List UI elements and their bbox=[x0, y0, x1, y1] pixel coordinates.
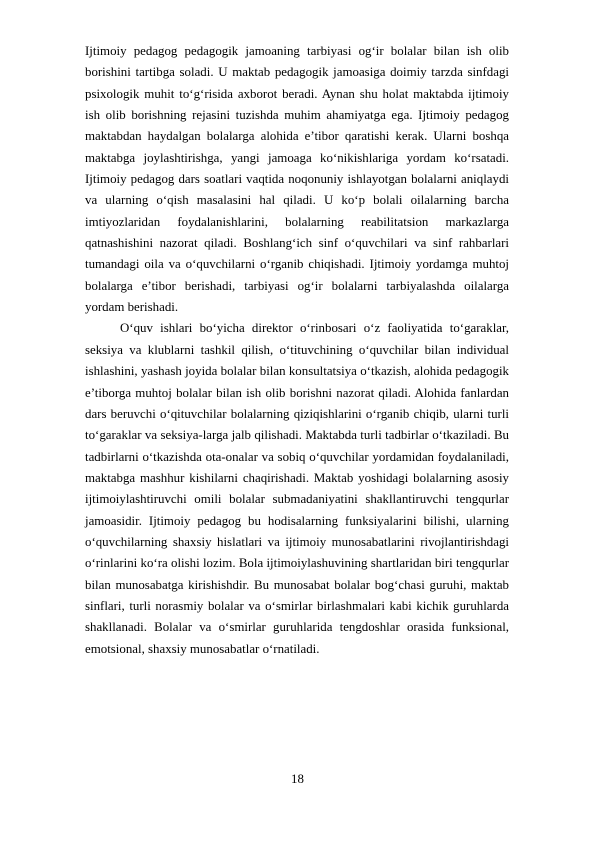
paragraph-2: O‘quv ishlari bo‘yicha direktor o‘rinbosari o‘z faoliyatida to‘garaklar, seksiya va klublarni tashkil qilish, o‘tituvchining o‘quvchilar bilan individual ishlashini, yashash joyida bolalar bilan konsultatsiya o‘tkazish, alohida pedagogik e’tiborga muhtoj bolalar bilan ish olib borishni nazorat qiladi. Alohida fanlardan dars beruvchi o‘qituvchilar bolalarning qiziqishlarini o‘rganib chiqib, ularni turli to‘garaklar va seksiya-larga jalb qilishadi. Maktabda turli tadbirlar o‘tkaziladi. Bu tadbirlarni o‘tkazishda ota-onalar va sobiq o‘quvchilar yordamidan foydalaniladi, maktabga mashhur kishilarni chaqirishadi. Maktab yoshidagi bolalarning asosiy ijtimoiylashtiruvchi omili bolalar submadaniyatini shakllantiruvchi tengqurlar jamoasidir. Ijtimoiy pedagog bu hodisalarning funksiyalarini bilishi, ularning o‘quvchilarning shaxsiy hislatlari va ijtimoiy munosabatlarini rivojlantirishdagi o‘rinlarini ko‘ra olishi lozim. Bola ijtimoiylashuvining shartlaridan biri tengqurlar bilan munosabatga kirishishdir. Bu munosabat bolalar bog‘chasi guruhi, maktab sinflari, turli norasmiy bolalar va o‘smirlar birlashmalari kabi kichik guruhlarda shakllanadi. Bolalar va o‘smirlar guruhlarida tengdoshlar orasida funksional, emotsional, shaxsiy munosabatlar o‘rnatiladi. bbox=[85, 321, 509, 656]
body-text bbox=[85, 41, 509, 660]
page-number: 18 bbox=[291, 772, 304, 786]
paragraph-1: Ijtimoiy pedagog pedagogik jamoaning tarbiyasi og‘ir bolalar bilan ish olib borishini tartibga soladi. U maktab pedagogik jamoasiga doimiy tarzda sinfdagi psixologik muhit to‘g‘risida axborot beradi. Aynan shu holat maktabda ijtimoiy ish olib borishning rejasini tuzishda muhim ahamiyatga ega. Ijtimoiy pedagog maktabdan haydalgan bolalarga alohida e’tibor qaratishi kerak. Ularni boshqa maktabga joylashtirishga, yangi jamoaga ko‘nikishlariga yordam ko‘rsatadi. Ijtimoiy pedagog dars soatlari vaqtida noqonuniy ishlayotgan bolalarni aniqlaydi va ularning o‘qish masalasini hal qiladi. U ko‘p bolali oilalarning barcha imtiyozlaridan foydalanishlarini, bolalarning reabilitatsion markazlarga qatnashishini nazorat qiladi. Boshlang‘ich sinf o‘quvchilari va sinf rahbarlari tumandagi oila va o‘quvchilarni o‘rganib chiqishadi. Ijtimoiy yordamga muhtoj bolalarga e’tibor berishadi, tarbiyasi og‘ir bolalarni tarbiyalashda oilalarga yordam berishadi. bbox=[85, 44, 509, 315]
